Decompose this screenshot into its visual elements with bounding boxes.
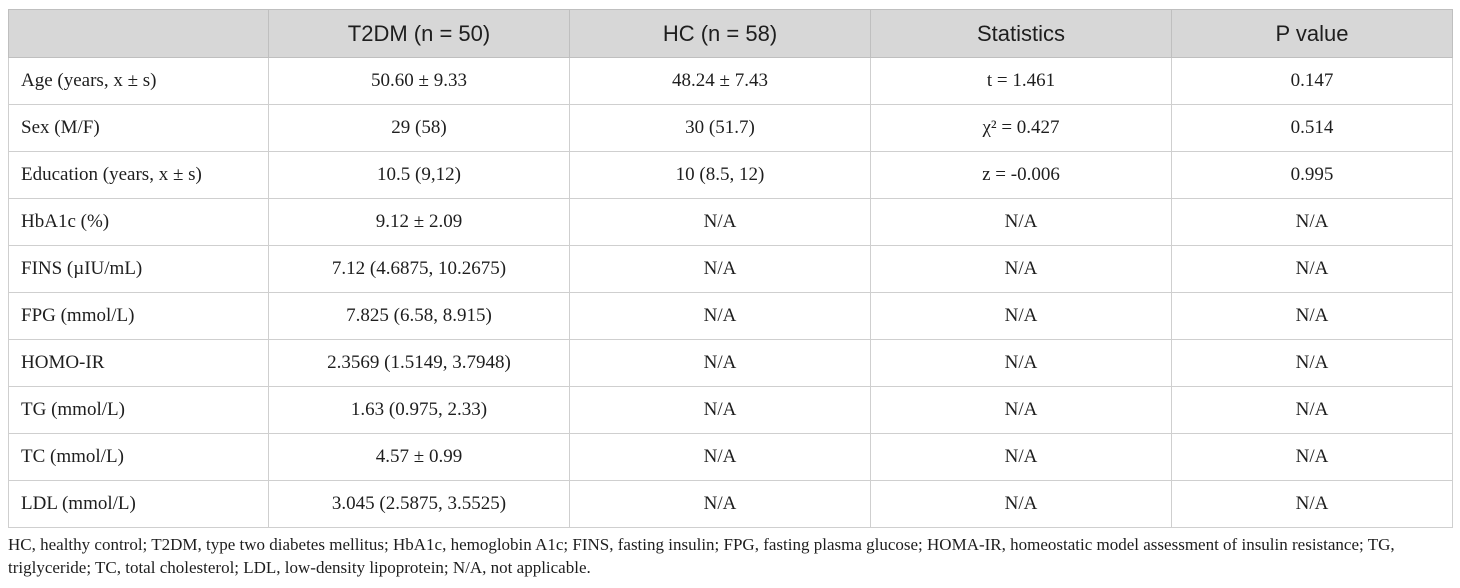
row-label: HbA1c (%)	[9, 199, 269, 246]
row-label: FPG (mmol/L)	[9, 293, 269, 340]
p-value-cell: 0.514	[1172, 105, 1453, 152]
statistics-cell: N/A	[871, 293, 1172, 340]
statistics-cell: χ² = 0.427	[871, 105, 1172, 152]
row-label: Education (years, x ± s)	[9, 152, 269, 199]
statistics-cell: N/A	[871, 481, 1172, 528]
t2dm-cell: 2.3569 (1.5149, 3.7948)	[269, 340, 570, 387]
p-value-cell: N/A	[1172, 434, 1453, 481]
t2dm-cell: 50.60 ± 9.33	[269, 58, 570, 105]
hc-cell: N/A	[570, 293, 871, 340]
t2dm-cell: 3.045 (2.5875, 3.5525)	[269, 481, 570, 528]
p-value-cell: N/A	[1172, 340, 1453, 387]
row-label: FINS (µIU/mL)	[9, 246, 269, 293]
header-cell-hc: HC (n = 58)	[570, 10, 871, 58]
demographics-table-container	[8, 9, 1452, 528]
p-value-cell: 0.147	[1172, 58, 1453, 105]
p-value-cell: N/A	[1172, 246, 1453, 293]
table-row	[9, 481, 1453, 528]
t2dm-cell: 1.63 (0.975, 2.33)	[269, 387, 570, 434]
statistics-cell: N/A	[871, 199, 1172, 246]
table-row	[9, 152, 1453, 199]
table-row	[9, 58, 1453, 105]
row-label: LDL (mmol/L)	[9, 481, 269, 528]
hc-cell: 30 (51.7)	[570, 105, 871, 152]
t2dm-cell: 10.5 (9,12)	[269, 152, 570, 199]
row-label: Sex (M/F)	[9, 105, 269, 152]
t2dm-cell: 4.57 ± 0.99	[269, 434, 570, 481]
statistics-cell: N/A	[871, 246, 1172, 293]
hc-cell: N/A	[570, 481, 871, 528]
statistics-cell: z = -0.006	[871, 152, 1172, 199]
hc-cell: N/A	[570, 340, 871, 387]
hc-cell: N/A	[570, 199, 871, 246]
header-cell-p-value: P value	[1172, 10, 1453, 58]
hc-cell: N/A	[570, 246, 871, 293]
hc-cell: N/A	[570, 434, 871, 481]
row-label: TC (mmol/L)	[9, 434, 269, 481]
p-value-cell: N/A	[1172, 293, 1453, 340]
header-cell-t2dm: T2DM (n = 50)	[269, 10, 570, 58]
t2dm-cell: 7.12 (4.6875, 10.2675)	[269, 246, 570, 293]
hc-cell: 10 (8.5, 12)	[570, 152, 871, 199]
table-row	[9, 293, 1453, 340]
table-row	[9, 434, 1453, 481]
hc-cell: 48.24 ± 7.43	[570, 58, 871, 105]
statistics-cell: N/A	[871, 340, 1172, 387]
row-label: Age (years, x ± s)	[9, 58, 269, 105]
p-value-cell: N/A	[1172, 199, 1453, 246]
table-row	[9, 105, 1453, 152]
table-footnote: HC, healthy control; T2DM, type two diabetes mellitus; HbA1c, hemoglobin A1c; FINS, fasting insulin; FPG, fasting plasma glucose; HOMA-IR, homeostatic model assessment of insulin resistance; TG, triglyceride; TC, total cholesterol; LDL, low-density lipoprotein; N/A, not applicable.	[8, 535, 1395, 577]
statistics-cell: N/A	[871, 387, 1172, 434]
row-label: HOMO-IR	[9, 340, 269, 387]
t2dm-cell: 9.12 ± 2.09	[269, 199, 570, 246]
row-label: TG (mmol/L)	[9, 387, 269, 434]
table-row	[9, 199, 1453, 246]
t2dm-cell: 7.825 (6.58, 8.915)	[269, 293, 570, 340]
statistics-cell: t = 1.461	[871, 58, 1172, 105]
statistics-cell: N/A	[871, 434, 1172, 481]
table-row	[9, 387, 1453, 434]
demographics-table	[8, 9, 1453, 528]
table-row	[9, 246, 1453, 293]
header-cell-statistics: Statistics	[871, 10, 1172, 58]
t2dm-cell: 29 (58)	[269, 105, 570, 152]
p-value-cell: N/A	[1172, 481, 1453, 528]
header-row	[9, 10, 1453, 58]
p-value-cell: N/A	[1172, 387, 1453, 434]
p-value-cell: 0.995	[1172, 152, 1453, 199]
table-row	[9, 340, 1453, 387]
header-cell-variable	[9, 10, 269, 58]
hc-cell: N/A	[570, 387, 871, 434]
